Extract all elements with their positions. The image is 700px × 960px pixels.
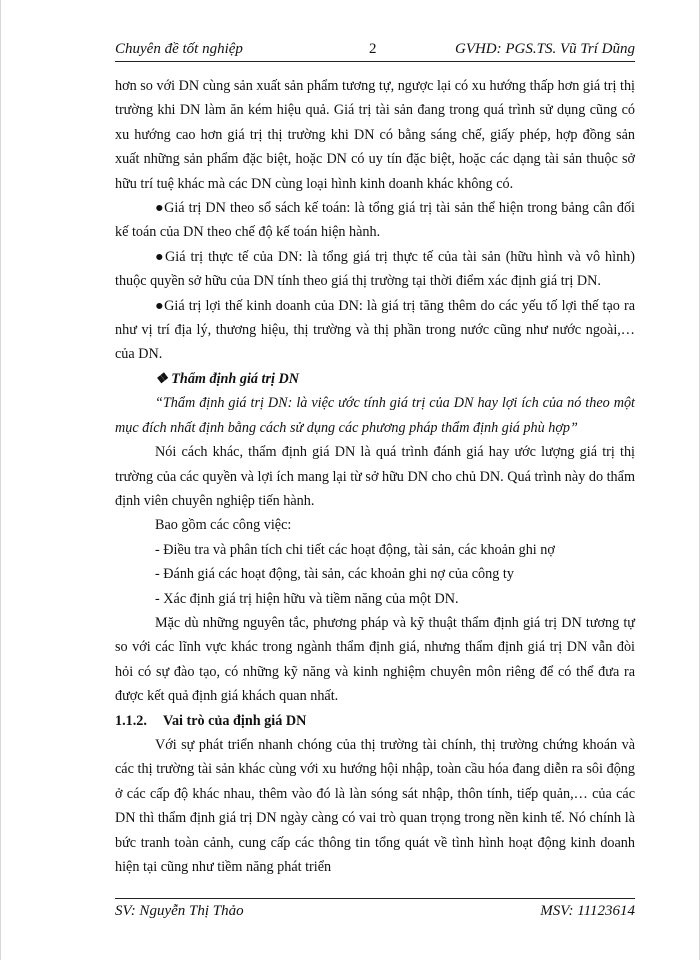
paragraph-principles: Mặc dù những nguyên tắc, phương pháp và kỹ thuật thẩm định giá trị DN tương tự so với các lĩnh vực khác trong ngành thẩm định giá, nhưng thẩm định giá trị DN vẫn đòi hỏi có sự đào tạo, có những kỹ năng và kinh nghiệm chuyên môn riêng để có thể đưa ra được kết quả định giá khách quan nhất. — [115, 614, 635, 705]
paragraph-in-other-words: Nói cách khác, thẩm định giá DN là quá trình đánh giá hay ước lượng giá trị thị trường của các quyền và lợi ích mang lại từ sở hữu DN cho chủ DN. Quá trình này do thẩm định viên chuyên nghiệp tiến hành. — [115, 444, 635, 509]
page-body — [115, 74, 635, 879]
page-edge-left — [0, 0, 1, 960]
footer-student-id: MSV: 11123614 — [540, 903, 635, 919]
page-footer — [115, 898, 635, 919]
subheading-valuation: ❖ Thẩm định giá trị DN — [155, 370, 299, 387]
header-supervisor: GVHD: PGS.TS. Vũ Trí Dũng — [454, 41, 635, 57]
paragraph-role: Với sự phát triển nhanh chóng của thị trường tài chính, thị trường chứng khoán và các thị trường tài sản khác cùng với xu hướng hội nhập, toàn cầu hóa đang diễn ra sôi động ở các cấp độ khác nhau, thêm vào đó là làn sóng sát nhập, thôn tính, tiếp quản,… của các DN thì thẩm định giá trị DN ngày càng có vai trò quan trọng trong nền kinh tế. Nó chính là bức tranh toàn cảnh, cung cấp các thông tin tổng quát về tình hình hoạt động kinh doanh hiện tại cũng như tiềm năng phát triển — [115, 736, 635, 875]
bullet-goodwill-value: ●Giá trị lợi thế kinh doanh của DN: là giá trị tăng thêm do các yếu tố lợi thế tạo ra như vị trí địa lý, thương hiệu, thị trường và thị phần trong nước cũng như nước ngoài,… của DN. — [115, 297, 635, 363]
bullet-actual-value: ●Giá trị thực tế của DN: là tổng giá trị thực tế của tài sản (hữu hình và vô hình) thuộc quyền sở hữu của DN tính theo giá thị trường tại thời điểm xác định giá trị DN. — [115, 248, 635, 290]
section-number: 1.1.2. — [115, 712, 147, 729]
paragraph-continuation: hơn so với DN cùng sản xuất sản phẩm tương tự, ngược lại có xu hướng thấp hơn giá trị thị trường khi DN làm ăn kém hiệu quả. Giá trị tài sản đang trong quá trình sử dụng cũng có xu hướng cao hơn giá trị thị trường khi DN có bằng sáng chế, giấy phép, hợp đồng sản xuất những sản phẩm đặc biệt, hoặc DN có uy tín đặc biệt, hoặc các dạng tài sản thuộc sở hữu trí tuệ khác mà các DN cùng loại hình kinh doanh khác không có. — [115, 78, 635, 192]
list-item: - Điều tra và phân tích chi tiết các hoạt động, tài sản, các khoản ghi nợ — [155, 541, 555, 558]
section-title: Vai trò của định giá DN — [163, 712, 307, 729]
section-heading — [115, 709, 635, 733]
footer-student-name: SV: Nguyễn Thị Thảo — [115, 903, 244, 919]
list-item: - Xác định giá trị hiện hữu và tiềm năng của một DN. — [155, 590, 459, 607]
definition-quote: “Thẩm định giá trị DN: là việc ước tính giá trị của DN hay lợi ích của nó theo một mục đích nhất định bằng cách sử dụng các phương pháp thẩm định giá phù hợp” — [115, 395, 635, 436]
list-item: - Đánh giá các hoạt động, tài sản, các khoản ghi nợ của công ty — [155, 566, 514, 583]
header-document-type: Chuyên đề tốt nghiệp — [115, 41, 243, 57]
paragraph-tasks-intro: Bao gồm các công việc: — [155, 517, 292, 534]
bullet-book-value: ●Giá trị DN theo sổ sách kế toán: là tổng giá trị tài sản thể hiện trong bảng cân đối kế toán của DN theo chế độ kế toán hiện hành. — [115, 200, 635, 241]
header-page-number: 2 — [369, 41, 377, 57]
page-header — [115, 39, 635, 62]
